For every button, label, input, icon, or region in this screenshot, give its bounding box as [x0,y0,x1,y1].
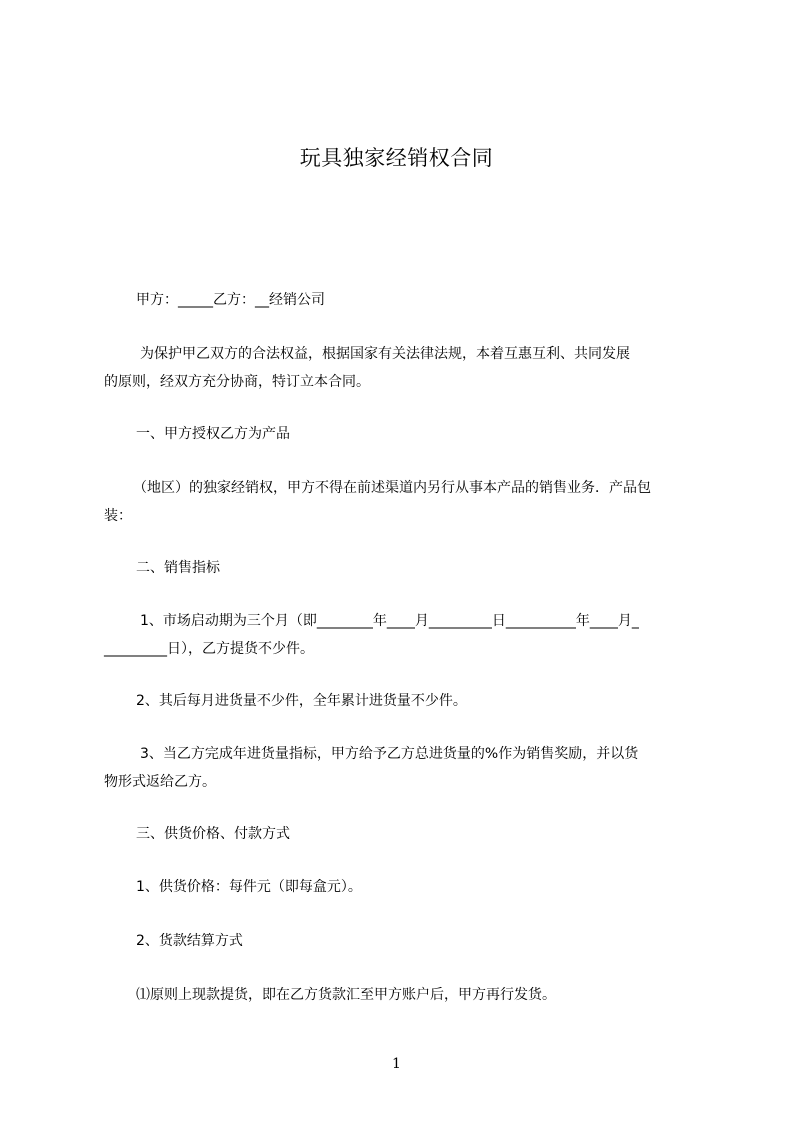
document-title: 玩具独家经销权合同 [299,146,494,170]
item-2-3-line-2: 物形式返给乙方。 [104,774,216,790]
item-3-2: 2、货款结算方式 [136,933,243,949]
section-2-heading: 二、销售指标 [136,560,220,576]
section-3-heading: 三、供货价格、付款方式 [136,826,290,842]
preamble-line-1: 为保护甲乙双方的合法权益，根据国家有关法律法规，本着互惠互利、共同发展 [140,346,630,362]
item-2-1-line-1: 1、市场启动期为三个月（即________年____月_________日__________年____月_ [140,613,639,629]
item-2-3-line-1: 3、当乙方完成年进货量指标，甲方给予乙方总进货量的%作为销售奖励，并以货 [140,746,639,762]
preamble-line-2: 的原则，经双方充分协商，特订立本合同。 [104,374,370,390]
page-number: 1 [392,1056,401,1072]
section-1-heading: 一、甲方授权乙方为产品 [136,426,290,442]
parties-line: 甲方：_____乙方：__经销公司 [136,292,325,308]
item-2-1-line-2: _________日），乙方提货不少件。 [104,641,314,657]
item-2-2: 2、其后每月进货量不少件，全年累计进货量不少件。 [136,693,467,709]
section-1-text-line-2: 装： [104,508,132,524]
item-3-1: 1、供货价格：每件元（即每盒元）。 [136,879,362,895]
section-1-text-line-1: （地区）的独家经销权，甲方不得在前述渠道内另行从事本产品的销售业务．产品包 [133,480,651,496]
item-3-2-1: ⑴原则上现款提货，即在乙方货款汇至甲方账户后，甲方再行发货。 [136,987,556,1003]
